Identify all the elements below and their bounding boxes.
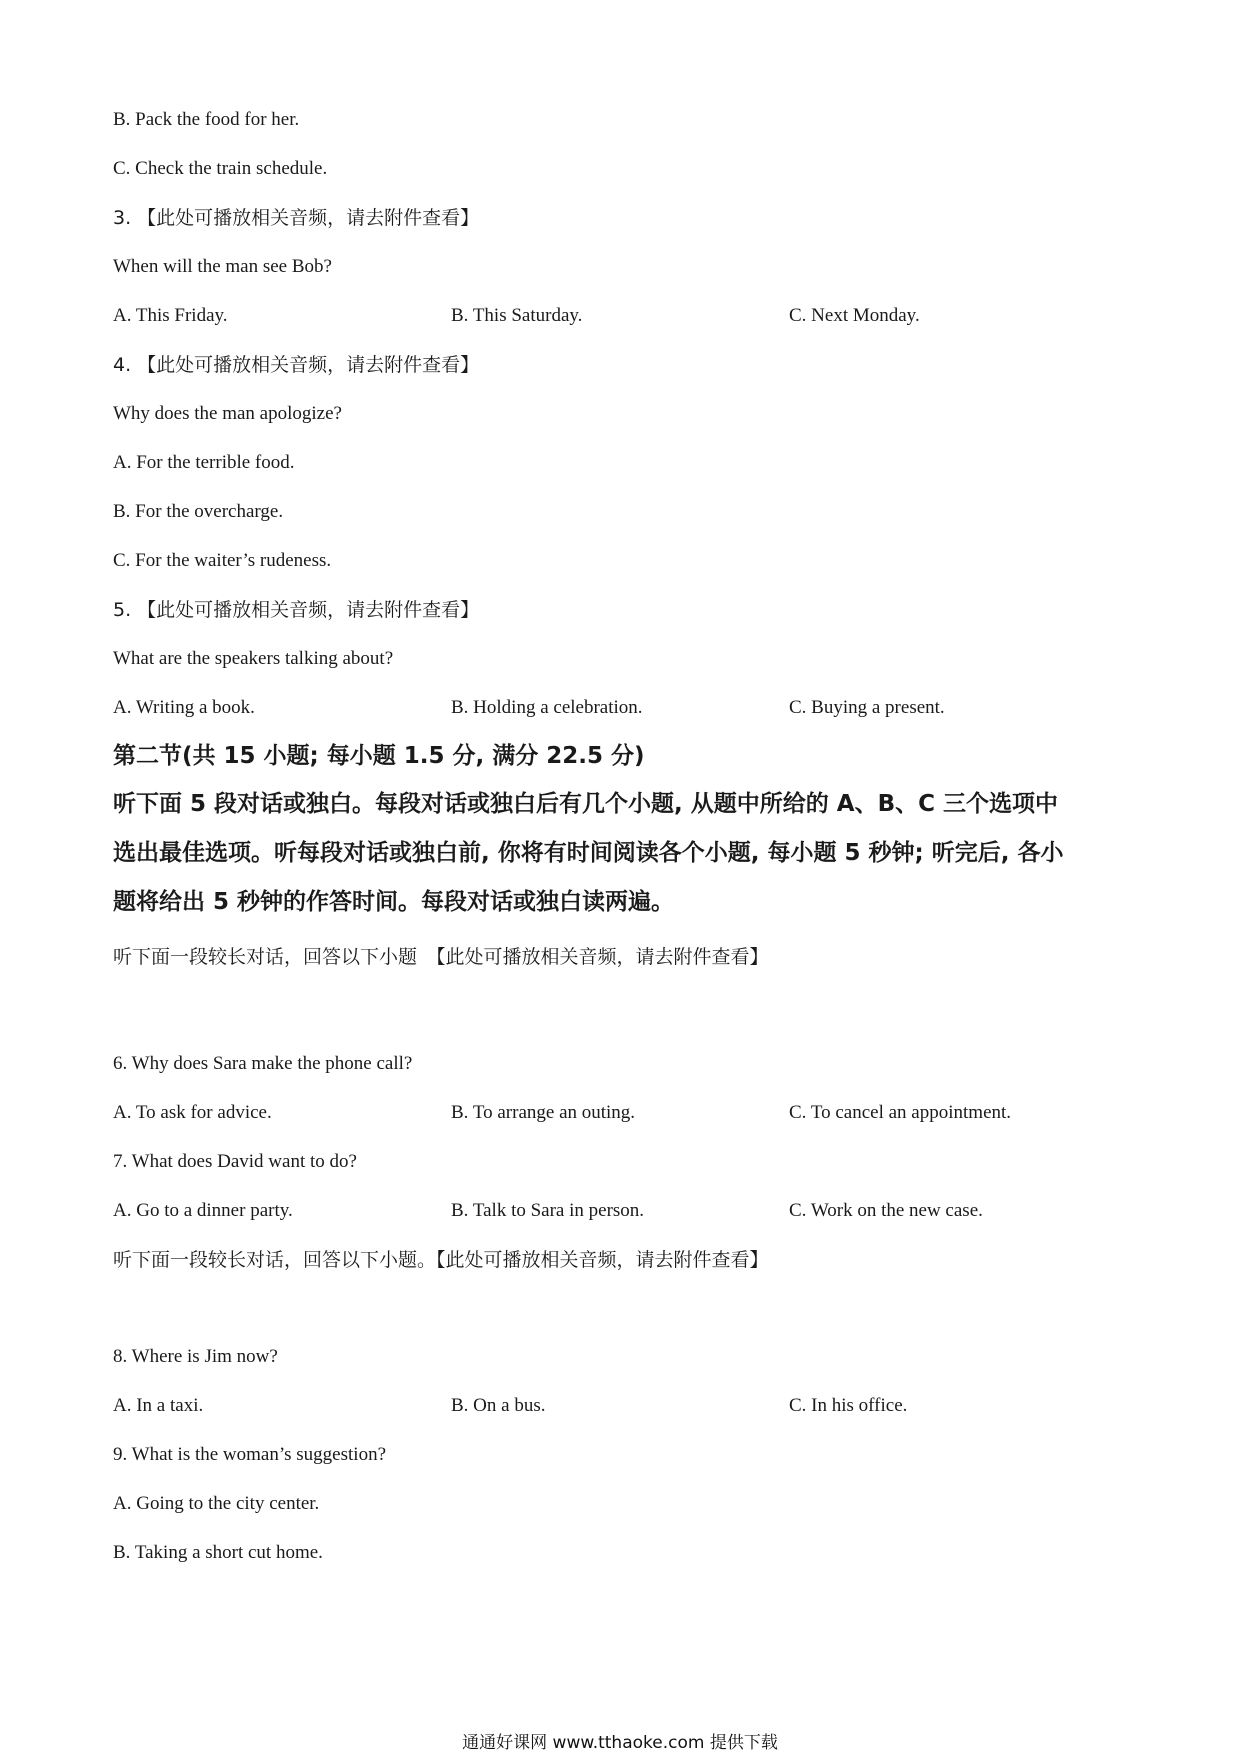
dialogue1-audio-note: 听下面一段较长对话，回答以下小题 【此处可播放相关音频，请去附件查看】 [113, 946, 769, 968]
section2-instruction-line3: 题将给出 5 秒钟的作答时间。每段对话或独白读两遍。 [113, 889, 675, 915]
q3-option-a: A. This Friday. [113, 305, 228, 326]
section2-instruction-line2: 选出最佳选项。听每段对话或独白前, 你将有时间阅读各个小题, 每小题 5 秒钟; 听完后, 各小 [113, 840, 1064, 866]
section2-instruction-line1: 听下面 5 段对话或独白。每段对话或独白后有几个小题, 从题中所给的 A、B、C 三个选项中 [113, 791, 1058, 817]
section2-heading: 第二节(共 15 小题; 每小题 1.5 分, 满分 22.5 分) [113, 743, 645, 769]
q5-option-a: A. Writing a book. [113, 697, 255, 718]
q2-option-b: B. Pack the food for her. [113, 109, 300, 130]
q7-option-a: A. Go to a dinner party. [113, 1200, 293, 1221]
q5-audio-note: 5. 【此处可播放相关音频，请去附件查看】 [113, 599, 480, 621]
q9-option-a: A. Going to the city center. [113, 1493, 320, 1514]
q3-option-b: B. This Saturday. [451, 305, 583, 326]
q7-option-c: C. Work on the new case. [789, 1200, 983, 1221]
q7-question: 7. What does David want to do? [113, 1151, 357, 1172]
q5-option-c: C. Buying a present. [789, 697, 945, 718]
q5-option-b: B. Holding a celebration. [451, 697, 643, 718]
q3-option-c: C. Next Monday. [789, 305, 920, 326]
dialogue2-audio-note: 听下面一段较长对话，回答以下小题。【此处可播放相关音频，请去附件查看】 [113, 1249, 769, 1271]
q4-audio-note: 4. 【此处可播放相关音频，请去附件查看】 [113, 354, 480, 376]
q9-option-b: B. Taking a short cut home. [113, 1542, 323, 1563]
q6-question: 6. Why does Sara make the phone call? [113, 1053, 413, 1074]
q9-question: 9. What is the woman’s suggestion? [113, 1444, 387, 1465]
q3-question: When will the man see Bob? [113, 256, 332, 277]
q2-option-c: C. Check the train schedule. [113, 158, 328, 179]
q8-option-c: C. In his office. [789, 1395, 908, 1416]
q4-option-c: C. For the waiter’s rudeness. [113, 550, 332, 571]
q4-question: Why does the man apologize? [113, 403, 342, 424]
q8-option-a: A. In a taxi. [113, 1395, 204, 1416]
q5-question: What are the speakers talking about? [113, 648, 394, 669]
q7-option-b: B. Talk to Sara in person. [451, 1200, 645, 1221]
q6-option-b: B. To arrange an outing. [451, 1102, 636, 1123]
q6-option-a: A. To ask for advice. [113, 1102, 272, 1123]
q4-option-a: A. For the terrible food. [113, 452, 295, 473]
q6-option-c: C. To cancel an appointment. [789, 1102, 1012, 1123]
q3-audio-note: 3. 【此处可播放相关音频，请去附件查看】 [113, 207, 480, 229]
q4-option-b: B. For the overcharge. [113, 501, 284, 522]
q8-question: 8. Where is Jim now? [113, 1346, 278, 1367]
page-footer: 通通好课网 www.tthaoke.com 提供下载 [462, 1733, 778, 1753]
q8-option-b: B. On a bus. [451, 1395, 546, 1416]
